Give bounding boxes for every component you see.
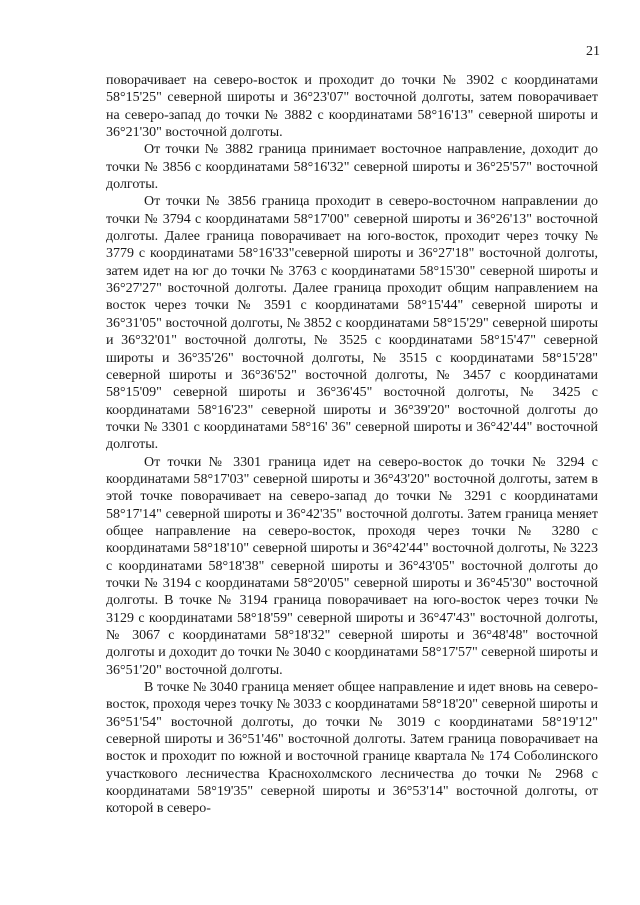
paragraph-continuation: поворачивает на северо-восток и проходит до точки № 3902 с координатами 58°15'25" северной широты и 36°23'07" восточной долготы, затем поворачивает на северо-запад до точки № 3882 с координатами 58°16'13" северной широты и 36°21'30" восточной долготы. (106, 73, 598, 141)
paragraph-point-3040: В точке № 3040 граница меняет общее направление и идет вновь на северо-восток, проходя через точку № 3033 с координатами 58°18'20" северной широты и 36°51'54" восточной долготы, до точки № 3019 с координатами 58°19'12" северной широты и 36°51'46" восточной долготы. Затем граница поворачивает на восток и проходит по южной и восточной границе квартала № 174 Соболинского участкового лесничества Краснохолмского лесничества до точки № 2968 с координатами 58°19'35" северной широты и 36°53'14" восточной долготы, от которой в северо- (106, 680, 598, 817)
paragraph-point-3856: От точки № 3856 граница проходит в северо-восточном направлении до точки № 3794 с координатами 58°17'00" северной широты и 36°26'13" восточной долготы. Далее граница поворачивает на юго-восток, проходит через точку № 3779 с координатами 58°16'33"северной широты и 36°27'18" восточной долготы, затем идет на юг до точки № 3763 с координатами 58°15'30" северной широты и 36°27'27" восточной долготы. Далее граница проходит общим направлением на восток через точки № 3591 с координатами 58°15'44" северной широты и 36°31'05" восточной долготы, № 3852 с координатами 58°15'29" северной широты и 36°32'01" восточной долготы, № 3525 с координатами 58°15'47" северной широты и 36°35'26" восточной долготы, № 3515 с координатами 58°15'28" северной широты и 36°36'52" восточной долготы, № 3457 с координатами 58°15'09" северной широты и 36°36'45" восточной долготы, № 3425 с координатами 58°16'23" северной широты и 36°39'20" восточной долготы до точки № 3301 с координатами 58°16' 36" северной широты и 36°42'44" восточной долготы. (106, 194, 598, 453)
paragraph-point-3301: От точки № 3301 граница идет на северо-восток до точки № 3294 с координатами 58°17'03" северной широты и 36°43'20" восточной долготы, затем в этой точке поворачивает на северо-запад до точки № 3291 с координатами 58°17'14" северной широты и 36°42'35" восточной долготы. Затем граница меняет общее направление на северо-восток, проходя через точки № 3280 с координатами 58°18'10" северной широты и 36°42'44" восточной долготы, № 3223 с координатами 58°18'38" северной широты и 36°43'05" восточной долготы до точки № 3194 с координатами 58°20'05" северной широты и 36°45'30" восточной долготы. В точке № 3194 граница поворачивает на юго-восток через точки № 3129 с координатами 58°18'59" северной широты и 36°47'43" восточной долготы, № 3067 с координатами 58°18'32" северной широты и 36°48'48" восточной долготы и доходит до точки № 3040 с координатами 58°17'57" северной широты и 36°51'20" восточной долготы. (106, 454, 598, 678)
document-body (106, 72, 598, 818)
page-number: 21 (586, 44, 600, 59)
paragraph-point-3882: От точки № 3882 граница принимает восточное направление, доходит до точки № 3856 с координатами 58°16'32" северной широты и 36°25'57" восточной долготы. (106, 142, 598, 193)
